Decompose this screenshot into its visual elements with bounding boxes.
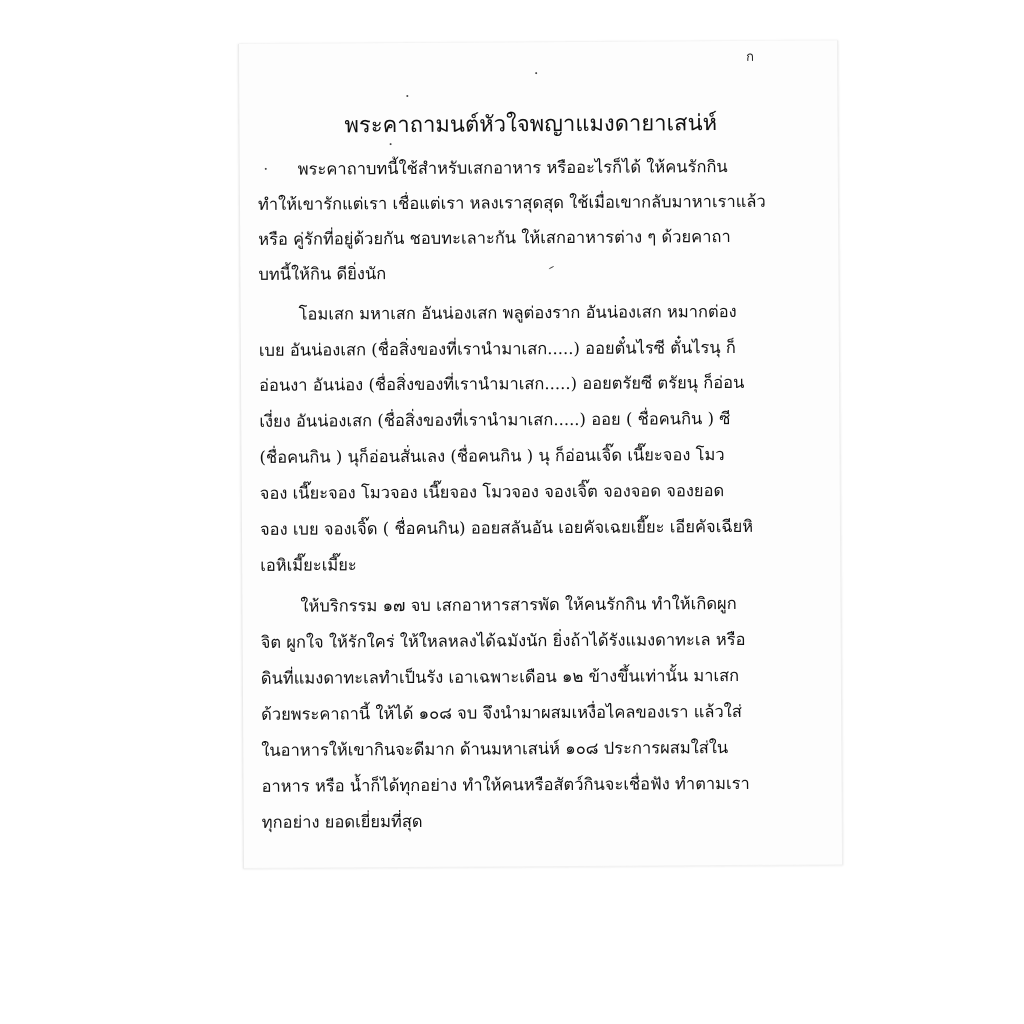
text-line: เงี่ยง อันน่องเสก (ชื่อสิ่งของที่เรานำมาเสก.....) ออย ( ชื่อคนกิน ) ซี — [259, 408, 731, 431]
scan-speck — [265, 168, 267, 170]
text-line: จิต ผูกใจ ให้รักใคร่ ให้ใหลหลงได้ฉมังนัก ยิ่งถ้าได้รังแมงดาทะเล หรือ — [260, 629, 746, 652]
text-line: โอมเสก มหาเสก อันน่องเสก พลูต่องราก อันน่องเสก หมากต่อง — [298, 301, 737, 324]
text-line: จอง เนี๊ยะจอง โมวจอง เนี๊ยจอง โมวจอง จองเจิ๊ต จองจอด จองยอด — [259, 481, 725, 503]
text-line: ให้บริกรรม ๑๗ จบ เสกอาหารสารพัด ให้คนรักกิน ทำให้เกิดผูก — [300, 593, 737, 616]
scan-speck — [549, 266, 555, 270]
text-line: หรือ คู่รักที่อยู่ด้วยกัน ชอบทะเลาะกัน ให้เสกอาหารต่าง ๆ ด้วยคาถา — [258, 226, 731, 249]
text-line: ด้วยพระคาถานี้ ให้ได้ ๑๐๘ จบ จึงนำมาผสมเหงื่อไคลของเรา แล้วใส่ — [261, 701, 742, 724]
text-line: ทำให้เขารักแต่เรา เชื่อแต่เรา หลงเราสุดสุด ใช้เมื่อเขากลับมาหาเราแล้ว — [257, 191, 766, 214]
page-number: ก — [746, 49, 755, 65]
text-line: ทุกอย่าง ยอดเยี่ยมที่สุด — [261, 811, 423, 832]
scan-speck — [535, 72, 537, 74]
text-line: อาหาร หรือ น้ำก็ได้ทุกอย่าง ทำให้คนหรือสัตว์กินจะเชื่อฟัง ทำตามเรา — [261, 773, 750, 796]
scan-speck — [406, 95, 408, 97]
text-line: ในอาหารให้เขากินจะดีมาก ด้านมหาเสน่ห์ ๑๐๘ ประการผสมใส่ใน — [261, 738, 729, 760]
scan-speck — [390, 143, 392, 145]
text-line: พระคาถาบทนี้ใช้สำหรับเสกอาหาร หรืออะไรก็ได้ ให้คนรักกิน — [297, 157, 728, 179]
document-title: พระคาถามนต์หัวใจพญาแมงดายาเสน่ห์ — [344, 111, 718, 139]
text-line: บทนี้ให้กิน ดียิ่งนัก — [258, 264, 387, 284]
text-line: จอง เบย จองเจิ๊ด ( ชื่อคนกิน) ออยสลันอัน เอยคัจเฉยเยี๊ยะ เอียคัจเฉียหิ — [259, 516, 754, 539]
text-line: เอหิเมี๊ยะเมี๊ยะ — [260, 555, 357, 575]
text-line: ดินที่แมงดาทะเลทำเป็นรัง เอาเฉพาะเดือน ๑๒ ข้างขึ้นเท่านั้น มาเสก — [260, 665, 740, 688]
text-line: อ่อนงา อันน่อง (ชื่อสิ่งของที่เรานำมาเสก.....) ออยตรัยซี ตรัยนุ ก็อ่อน — [259, 372, 745, 395]
document-page — [238, 40, 843, 869]
text-line: (ชื่อคนกิน ) นุก็อ่อนสั่นเลง (ชื่อคนกิน ) นุ ก็อ่อนเจิ๊ด เนี๊ยะจอง โมว — [259, 445, 725, 467]
text-line: เบย อันน่องเสก (ชื่อสิ่งของที่เรานำมาเสก.....) ออยตั๋นไรซี ตั๋นไรนุ ก็ — [258, 337, 736, 360]
